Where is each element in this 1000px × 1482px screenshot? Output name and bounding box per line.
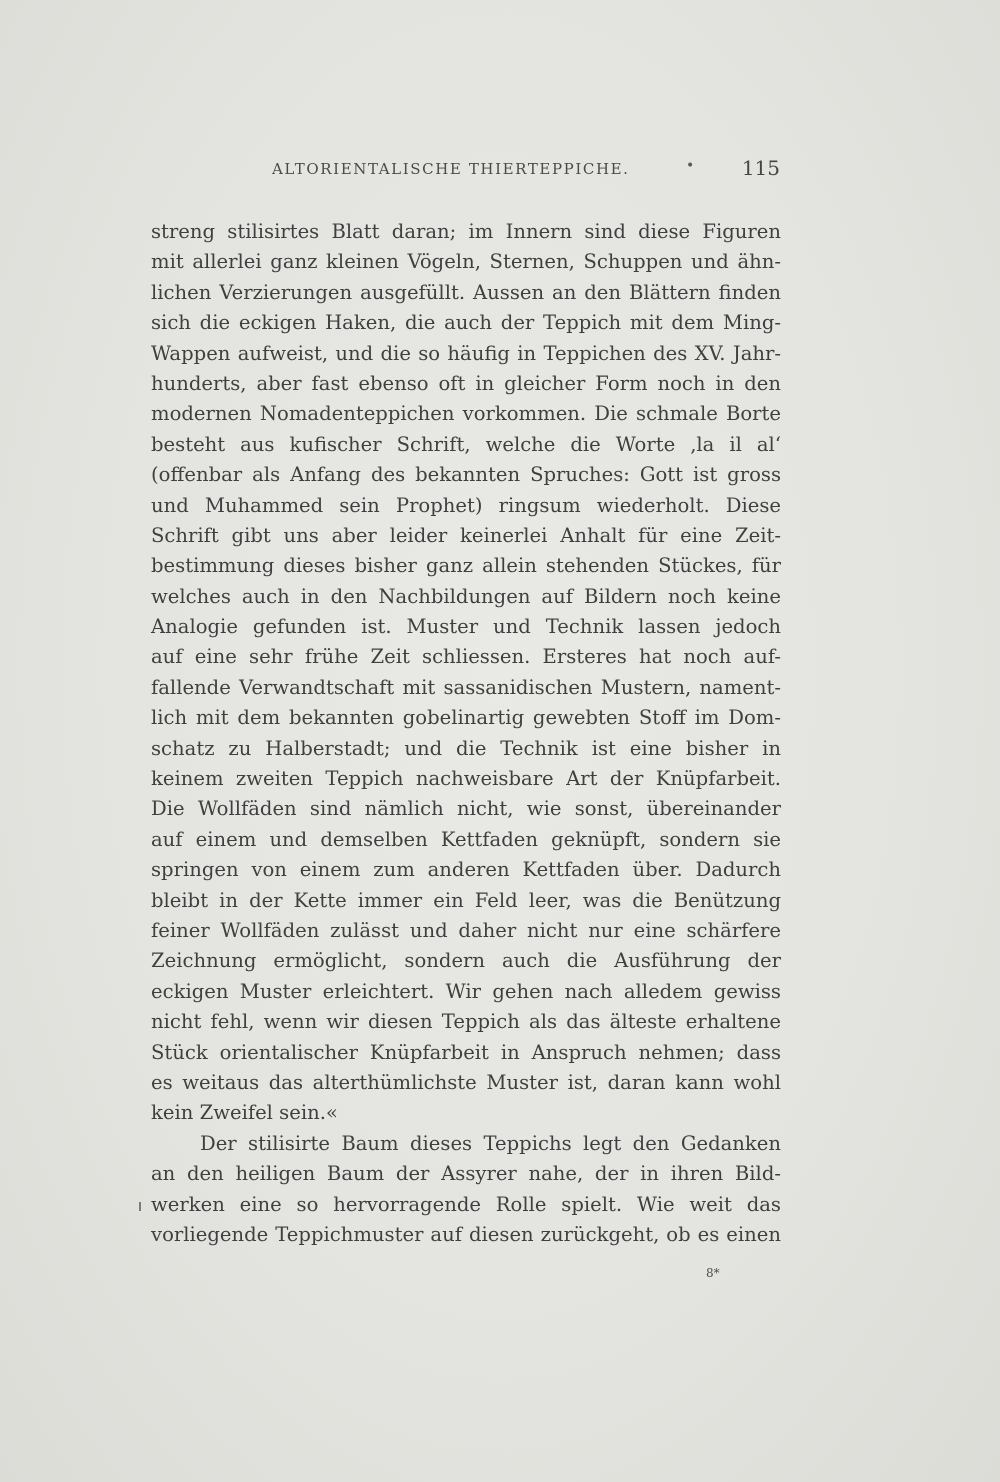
- header-dot: •: [686, 158, 695, 174]
- text-line: es weitaus das alterthümlichste Muster ist, daran kann wohl: [151, 1070, 781, 1094]
- paragraph-1: [151, 217, 781, 1129]
- text-line: an den heiligen Baum der Assyrer nahe, der in ihren Bild-: [151, 1162, 781, 1186]
- margin-mark: [139, 1202, 141, 1211]
- text-line: lichen Verzierungen ausgefüllt. Aussen an den Blättern finden: [151, 280, 781, 304]
- text-line: mit allerlei ganz kleinen Vögeln, Sternen, Schuppen und ähn-: [151, 250, 781, 274]
- text-line: Zeichnung ermöglicht, sondern auch die Ausführung der: [151, 949, 781, 973]
- text-line: sich die eckigen Haken, die auch der Teppich mit dem Ming-: [151, 311, 781, 335]
- text-line: welches auch in den Nachbildungen auf Bildern noch keine: [151, 584, 781, 608]
- text-line: Analogie gefunden ist. Muster und Technik lassen jedoch: [151, 615, 781, 639]
- text-line: hunderts, aber fast ebenso oft in gleicher Form noch in den: [151, 371, 781, 395]
- text-line: schatz zu Halberstadt; und die Technik ist eine bisher in: [151, 736, 781, 760]
- text-line: fallende Verwandtschaft mit sassanidischen Mustern, nament-: [151, 675, 781, 699]
- text-line-indented: Der stilisirte Baum dieses Teppichs legt den Gedanken: [200, 1131, 781, 1155]
- page-number: 115: [741, 156, 780, 180]
- text-line: eckigen Muster erleichtert. Wir gehen nach alledem gewiss: [151, 979, 781, 1003]
- text-line: Die Wollfäden sind nämlich nicht, wie sonst, übereinander: [151, 797, 781, 821]
- text-line: bestimmung dieses bisher ganz allein stehenden Stückes, für: [151, 554, 781, 578]
- running-head: [270, 156, 780, 186]
- text-line: und Muhammed sein Prophet) ringsum wiederholt. Diese: [151, 493, 781, 517]
- signature-mark: 8*: [706, 1266, 720, 1280]
- text-line: springen von einem zum anderen Kettfaden über. Dadurch: [151, 858, 781, 882]
- text-line: nicht fehl, wenn wir diesen Teppich als das älteste erhaltene: [151, 1010, 781, 1034]
- text-line: Schrift gibt uns aber leider keinerlei Anhalt für eine Zeit-: [151, 523, 781, 547]
- text-line: Wappen aufweist, und die so häufig in Teppichen des XV. Jahr-: [151, 341, 781, 365]
- text-line: auf einem und demselben Kettfaden geknüpft, sondern sie: [151, 827, 781, 851]
- text-line: modernen Nomadenteppichen vorkommen. Die schmale Borte: [151, 402, 781, 426]
- text-line: (offenbar als Anfang des bekannten Spruches: Gott ist gross: [151, 463, 781, 487]
- text-line-last: kein Zweifel sein.«: [151, 1101, 338, 1125]
- text-line: besteht aus kufischer Schrift, welche die Worte ‚la il al‘: [151, 432, 781, 456]
- text-line: auf eine sehr frühe Zeit schliessen. Ersteres hat noch auf-: [151, 645, 781, 669]
- text-line: werken eine so hervorragende Rolle spielt. Wie weit das: [151, 1192, 781, 1216]
- running-title: ALTORIENTALISCHE THIERTEPPICHE.: [272, 160, 630, 178]
- text-line: feiner Wollfäden zulässt und daher nicht nur eine schärfere: [151, 918, 781, 942]
- text-line: vorliegende Teppichmuster auf diesen zurückgeht, ob es einen: [151, 1222, 781, 1246]
- text-line: streng stilisirtes Blatt daran; im Innern sind diese Figuren: [151, 220, 781, 243]
- text-line: Stück orientalischer Knüpfarbeit in Anspruch nehmen; dass: [151, 1040, 781, 1064]
- paragraph-2: [151, 1129, 781, 1251]
- text-line: bleibt in der Kette immer ein Feld leer, was die Benützung: [151, 888, 781, 912]
- body-text: [151, 217, 781, 1250]
- text-line: keinem zweiten Teppich nachweisbare Art der Knüpfarbeit.: [151, 767, 781, 791]
- text-line: lich mit dem bekannten gobelinartig gewebten Stoff im Dom-: [151, 706, 781, 730]
